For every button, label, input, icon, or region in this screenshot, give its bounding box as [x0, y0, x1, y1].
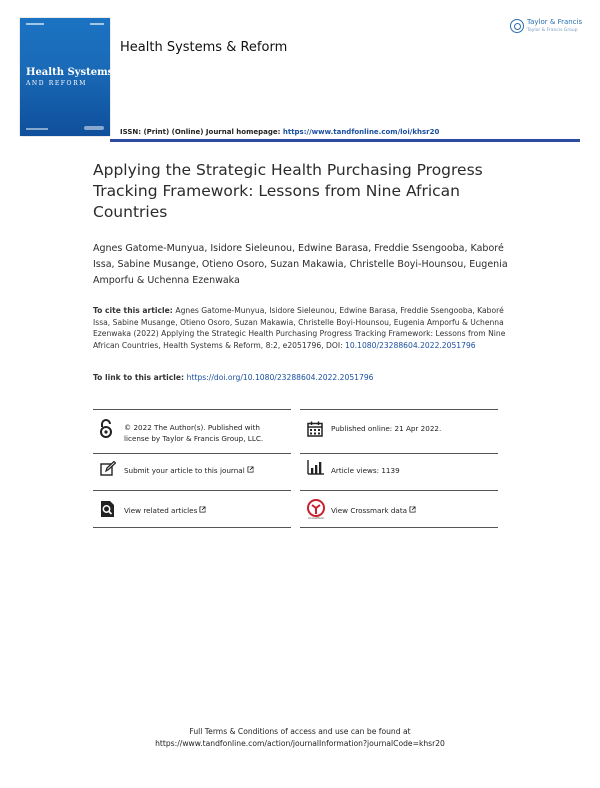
citation-doi-link[interactable]: 10.1080/23288604.2022.2051796 [345, 340, 476, 350]
info-divider [93, 527, 291, 528]
publisher-logo-icon [510, 19, 524, 33]
journal-homepage-link[interactable]: https://www.tandfonline.com/loi/khsr20 [282, 128, 440, 136]
link-label: To link to this article: [93, 373, 187, 382]
article-title: Applying the Strategic Health Purchasing Progress Tracking Framework: Lessons from Nine African Countries [93, 161, 483, 221]
related-articles-link[interactable] [124, 506, 284, 517]
header-divider [110, 139, 580, 142]
info-divider [93, 490, 291, 491]
external-link-icon [199, 506, 206, 513]
article-link-line [93, 373, 523, 382]
journal-title: Health Systems & Reform [120, 40, 288, 55]
info-divider [300, 453, 498, 454]
submit-article-label: Submit your article to this journal [124, 466, 245, 475]
related-articles-search-icon[interactable] [100, 500, 115, 518]
license-text: © 2022 The Author(s). Published with license by Taylor & Francis Group, LLC. [124, 423, 264, 443]
info-divider [300, 527, 498, 528]
journal-cover [20, 18, 114, 136]
issn-label: ISSN: (Print) (Online) Journal homepage: [120, 128, 283, 136]
article-authors: Agnes Gatome-Munyua, Isidore Sieleunou, Edwine Barasa, Freddie Ssengooba, Kaboré Issa, Sabine Musange, Otieno Osoro, Suzan Makawia, Christelle Boyi-Hounsou, Eugenia Amporfu & Uchenna Ezenwaka [93, 243, 508, 286]
cover-decoration [90, 23, 104, 25]
citation-block [93, 305, 523, 351]
info-divider [93, 453, 291, 454]
submit-article-link[interactable] [124, 466, 289, 477]
cover-subtitle: AND REFORM [26, 80, 87, 87]
info-divider [300, 409, 498, 410]
info-divider [93, 409, 291, 410]
crossmark-label: View Crossmark data [331, 506, 408, 515]
external-link-icon [247, 466, 254, 473]
footer-terms-text: Full Terms & Conditions of access and use can be found at [189, 727, 411, 736]
related-articles-label: View related articles [124, 506, 198, 515]
info-divider [300, 490, 498, 491]
cover-title: Health Systems [26, 67, 114, 78]
cover-decoration [84, 126, 104, 130]
issn-homepage-line [120, 128, 439, 136]
edit-submit-icon[interactable] [100, 461, 116, 476]
article-views: Article views: 1139 [331, 466, 400, 475]
publisher-tagline: Taylor & Francis Group [527, 28, 578, 33]
cover-decoration [26, 128, 48, 130]
crossmark-link[interactable] [331, 506, 491, 517]
footer [0, 726, 600, 749]
published-date: Published online: 21 Apr 2022. [331, 424, 442, 433]
publisher-logo[interactable] [510, 16, 584, 38]
crossmark-badge-label: CrossMark [308, 516, 324, 520]
publisher-name: Taylor & Francis [527, 18, 583, 26]
open-access-lock-icon [99, 419, 113, 439]
crossmark-badge[interactable] [306, 499, 326, 521]
bar-chart-icon [307, 460, 324, 475]
footer-terms-link[interactable]: https://www.tandfonline.com/action/journalInformation?journalCode=khsr20 [155, 738, 445, 748]
article-doi-link[interactable]: https://doi.org/10.1080/23288604.2022.2051796 [186, 373, 374, 382]
calendar-icon [307, 421, 323, 437]
cover-decoration [26, 23, 44, 25]
external-link-icon [409, 506, 416, 513]
citation-text: Agnes Gatome-Munyua, Isidore Sieleunou, Edwine Barasa, Freddie Ssengooba, Kaboré Issa, Sabine Musange, Otieno Osoro, Suzan Makawia, Christelle Boyi-Hounsou, Eugenia Amporfu & Uchenna Ezenwaka (2022) Applying the Strategic Health Purchasing Progress Tracking Framework: Lessons from Nine African Countries, Health Systems & Reform, 8:2, e2051796, DOI: [93, 306, 506, 350]
citation-label: To cite this article: [93, 306, 176, 315]
crossmark-icon [306, 499, 326, 517]
